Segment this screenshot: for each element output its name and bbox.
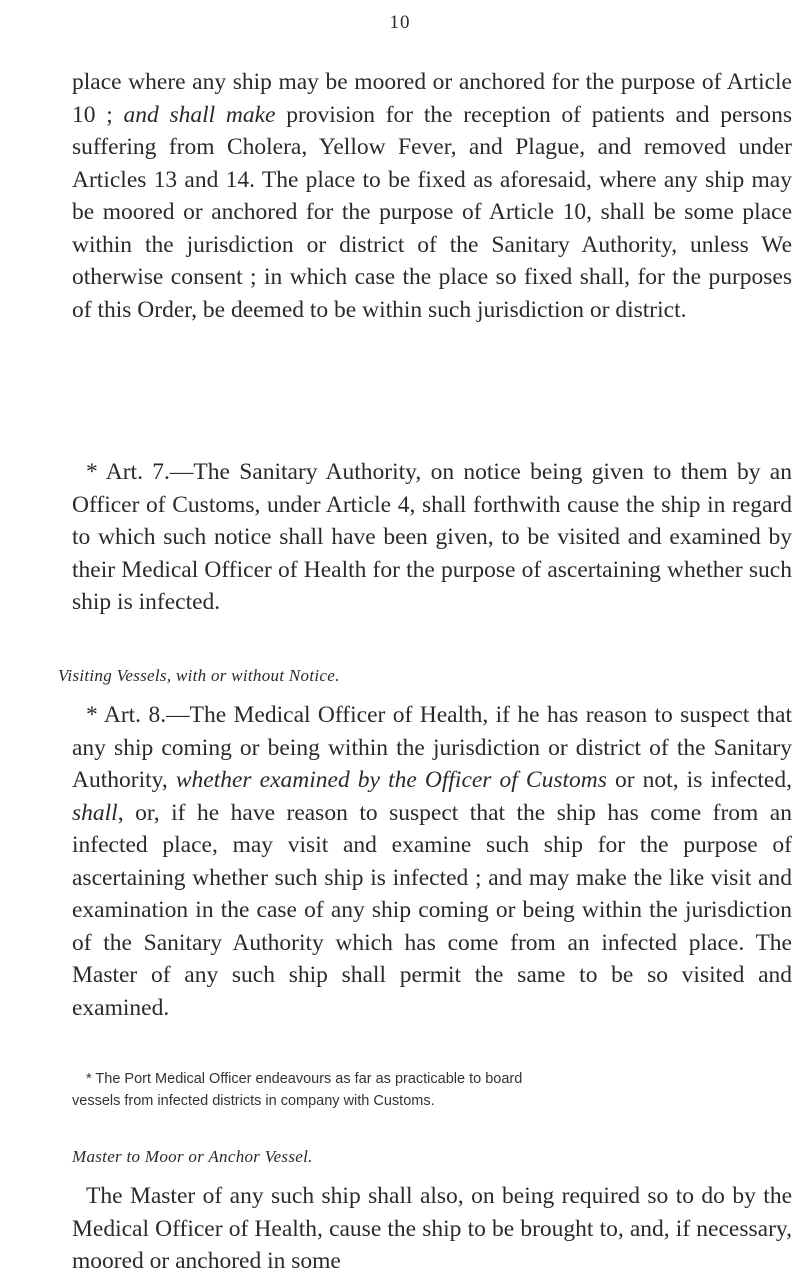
section-heading-master-to-moor: Master to Moor or Anchor Vessel. <box>72 1147 313 1166</box>
paragraph-2: * Art. 7.—The Sanitary Authority, on notice being given to them by an Officer of Customs, under Article 4, shall forthwith cause the ship in regard to which such notice shall have been given, to be visited and examined by their Medical Officer of Health for the purpose of ascertaining whether such ship is infected. <box>72 459 792 615</box>
section-heading-visiting-vessels: Visiting Vessels, with or without Notice. <box>58 666 340 685</box>
paragraph-3-italic-a: whether examined by the Officer of Customs <box>175 767 607 793</box>
footnote <box>72 1068 790 1112</box>
footnote-line-2: vessels from infected districts in company with Customs. <box>72 1093 435 1109</box>
paragraph-article-8 <box>72 699 792 1024</box>
paragraph-3-italic-b: shall <box>72 799 118 826</box>
paragraph-1-text-b: provision for the reception of patients and persons suffering from Cholera, Yellow Fever, and Plague, and removed under Articles 13 and 14. The place to be fixed as aforesaid, where any ship may be moored or anchored for the purpose of Article 10, shall be some place within the jurisdiction or district of the Sanitary Authority, unless We otherwise consent ; in which case the place so fixed shall, for the purposes of this Order, be deemed to be within such jurisdiction or district. <box>72 101 792 323</box>
paragraph-3-text-c: , or, if he have reason to suspect that the ship has come from an infected place, may visit and examine such ship for the purpose of ascertaining whether such ship is infected ; and may make the like visit and examination in the case of any ship coming or being within the jurisdiction of the Sanitary Authority which has come from an infected place. The Master of any such ship shall permit the same to be so visited and examined. <box>72 799 792 1021</box>
footnote-line-1: * The Port Medical Officer endeavours as far as practicable to board <box>86 1071 523 1087</box>
paragraph-1-text-a: place where any ship may be moored or anchored for the purpose of Article 10 ; <box>72 69 792 128</box>
paragraph-article-7 <box>72 456 792 619</box>
paragraph-master-moor <box>72 1180 792 1278</box>
paragraph-4: The Master of any such ship shall also, on being required so to do by the Medical Officer of Health, cause the ship to be brought to, and, if necessary, moored or anchored in some <box>72 1183 792 1274</box>
paragraph-1 <box>72 66 792 326</box>
paragraph-3 <box>72 699 792 1024</box>
paragraph-3-text-b: or not, is infected, <box>606 767 792 793</box>
page-number: 10 <box>389 12 411 33</box>
paragraph-3-text-a: * Art. 8.—The Medical Officer of Health, if he has reason to suspect that any ship coming or being within the jurisdiction or district of the Sanitary Authority, <box>72 702 792 793</box>
paragraph-article-continuation <box>72 66 792 326</box>
paragraph-1-italic: and shall make <box>123 101 276 128</box>
